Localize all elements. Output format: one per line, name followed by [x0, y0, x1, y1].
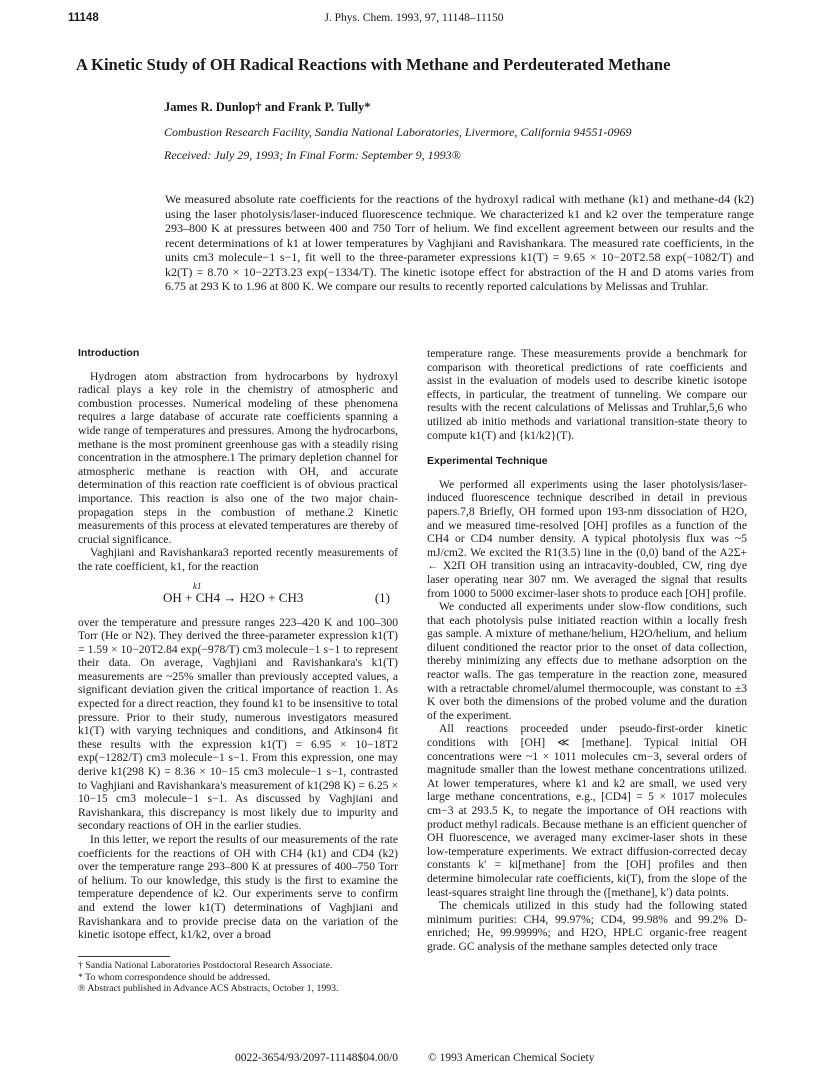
publication-code: 0022-3654/93/2097-11148$04.00/0 — [235, 1052, 399, 1064]
author-list: James R. Dunlop† and Frank P. Tully* — [164, 100, 371, 114]
section-heading-introduction: Introduction — [78, 347, 140, 359]
right-column — [427, 347, 747, 954]
affiliation: Combustion Research Facility, Sandia National Laboratories, Livermore, California 94551-0969 — [164, 125, 632, 139]
experimental-paragraph-1: We performed all experiments using the laser photolysis/laser-induced fluorescence technique described in detail in previous papers.7,8 Briefly, OH formed upon 193-nm dissociation of H2O, and we measured time-resolved [OH] profiles as a function of the CH4 or CD4 number density. A typical photolysis flux was ~5 mJ/cm2. We excited the R1(3.5) line in the (0,0) band of the A2Σ+ ← X2Π OH transition using an intracavity-doubled, CW, ring dye laser operating near 307 nm. We averaged the signal that results from 1000 to 5000 excimer-laser shots to produce each [OH] profile. — [427, 477, 747, 600]
equation-text: OH + CH4 → H2O + CH3 — [163, 589, 304, 605]
equation-number: (1) — [374, 589, 390, 605]
intro-paragraph-1: Hydrogen atom abstraction from hydrocarbons by hydroxyl radical plays a key role in the chemistry of atmospheric and combustion processes. Numerical modeling of these phenomena requires a large database of accurate rate coefficients spanning a wide range of temperatures and pressures. Among the hydrocarbons, methane is the most prominent greenhouse gas with a steadily rising concentration in the atmosphere.1 The primary depletion channel for atmospheric methane is reaction with OH, and accurate determination of this reaction rate coefficient is of obvious practical importance. This reaction is also one of the two major chain-propagation steps in the combustion of methane.2 Kinetic measurements of this process at elevated temperatures are thereby of crucial significance. — [78, 369, 398, 546]
running-header — [68, 12, 760, 30]
reaction-equation — [78, 580, 398, 612]
experimental-paragraph-2: We conducted all experiments under slow-flow conditions, such that each photolysis pulse initiated reaction within a locally fresh gas sample. A mixture of methane/helium, H2O/helium, and helium diluent conditioned the reactor prior to the onset of data collection, thereby minimizing any effects due to methane adsorption on the reactor walls. The gas temperature in the reaction zone, measured with a retractable chromel/alumel thermocouple, was constant to ±3 K over both the dimensions of the probed volume and the duration of the experiment. — [427, 600, 747, 722]
footnote-divider — [78, 956, 170, 957]
footnote-2: * To whom correspondence should be addressed. — [78, 971, 271, 983]
intro-paragraph-2: Vaghjiani and Ravishankara3 reported recently measurements of the rate coefficient, k1, for the reaction — [78, 546, 398, 573]
footnote-1: † Sandia National Laboratories Postdoctoral Research Associate. — [78, 959, 333, 971]
section-heading-experimental: Experimental Technique — [427, 455, 548, 468]
page-number: 11148 — [68, 12, 99, 24]
equation-rate-label: k1 — [193, 580, 202, 591]
intro-paragraph-4: In this letter, we report the results of our measurements of the rate coefficients for the reactions of OH with CH4 (k1) and CD4 (k2) over the temperature range 293–800 K at pressures of 400–750 Torr of helium. To our knowledge, this study is the first to examine the temperature dependence of k2. Our experiments serve to confirm and extend the lower k1(T) determinations of Vaghjiani and Ravishankara and to provide precise data on the variation of the kinetic isotope effect, k1/k2, over a broad — [78, 833, 398, 942]
intro-paragraph-continued: temperature range. These measurements provide a benchmark for comparison with theoretical predictions of rate coefficients and assist in the evaluation of models used to describe kinetic isotope effects, in particular, the treatment of tunneling. We compare our results with the recent calculations of Melissas and Truhlar,5,6 who utilized ab initio methods and variational transition-state theory to compute k1(T) and {k1/k2}(T). — [427, 347, 747, 442]
experimental-paragraph-3: All reactions proceeded under pseudo-first-order kinetic conditions with [OH] ≪ [methane]. Typical initial OH concentrations were ~1 × 1011 molecules cm−3, several orders of magnitude smaller than the lowest methane concentrations utilized. At lower temperatures, where k1 and k2 are small, we used very large methane concentrations, e.g., [CD4] = 5 × 1017 molecules cm−3 at 293.5 K, to negate the importance of OH reactions with product methyl radicals. Because methane is an efficient quencher of OH fluorescence, we averaged many excimer-laser shots in these low-temperature experiments. We extract diffusion-corrected decay constants k′ = ki[methane] from the [OH] profiles and then determine bimolecular rate coefficients, ki(T), from the slope of the least-squares straight line through the ([methane], k′) data points. — [427, 722, 747, 899]
left-column — [78, 347, 398, 995]
journal-citation: J. Phys. Chem. 1993, 97, 11148–11150 — [324, 12, 504, 24]
received-dates: Received: July 29, 1993; In Final Form: September 9, 1993® — [164, 148, 461, 162]
experimental-paragraph-4: The chemicals utilized in this study had the following stated minimum purities: CH4, 99.97%; CD4, 99.98% and 99.2% D-enriched; He, 99.9999%; and H2O, HPLC organic-free reagent grade. GC analysis of the methane samples detected only trace — [427, 899, 747, 953]
copyright-notice: © 1993 American Chemical Society — [428, 1052, 595, 1064]
article-title: A Kinetic Study of OH Radical Reactions with Methane and Perdeuterated Methane — [76, 55, 671, 74]
footnote-3: ® Abstract published in Advance ACS Abstracts, October 1, 1993. — [78, 983, 339, 995]
intro-paragraph-3: over the temperature and pressure ranges 223–420 K and 100–300 Torr (He or N2). They derived the three-parameter expression k1(T) = 1.59 × 10−20T2.84 exp(−978/T) cm3 molecule−1 s−1 to represent their data. On average, Vaghjiani and Ravishankara's k1(T) measurements are ~25% smaller than previously accepted values, a significant deviation given the critical importance of reaction 1. As expected for a direct reaction, they found k1 to be insensitive to total pressure. Prior to their study, numerous investigators measured k1(T) with varying techniques and conditions, and Atkinson4 fit these results with the expression k1(T) = 6.95 × 10−18T2 exp(−1282/T) cm3 molecule−1 s−1. From this expression, one may derive k1(298 K) = 8.36 × 10−15 cm3 molecule−1 s−1, contrasted to Vaghjiani and Ravishankara's measurement of k1(298 K) = 6.25 × 10−15 cm3 molecule−1 s−1. As discussed by Vaghjiani and Ravishankara, this discrepancy is most likely due to impurity and secondary reactions of OH in the earlier studies. — [78, 615, 398, 833]
abstract: We measured absolute rate coefficients for the reactions of the hydroxyl radical with methane (k1) and methane-d4 (k2) using the laser photolysis/laser-induced fluorescence technique. We characterized k1 and k2 over the temperature range 293–800 K at pressures between 400 and 750 Torr of helium. We find excellent agreement between our results and the recent determinations of k1 at lower temperatures by Vaghjiani and Ravishankara. The measured rate coefficients, in the units cm3 molecule−1 s−1, fit well to the three-parameter expressions k1(T) = 9.65 × 10−20T2.58 exp(−1082/T) and k2(T) = 8.70 × 10−22T3.23 exp(−1334/T). The kinetic isotope effect for abstraction of the H and D atoms varies from 6.75 at 293 K to 1.96 at 800 K. We compare our results to recently reported calculations by Melissas and Truhlar. — [165, 192, 754, 293]
